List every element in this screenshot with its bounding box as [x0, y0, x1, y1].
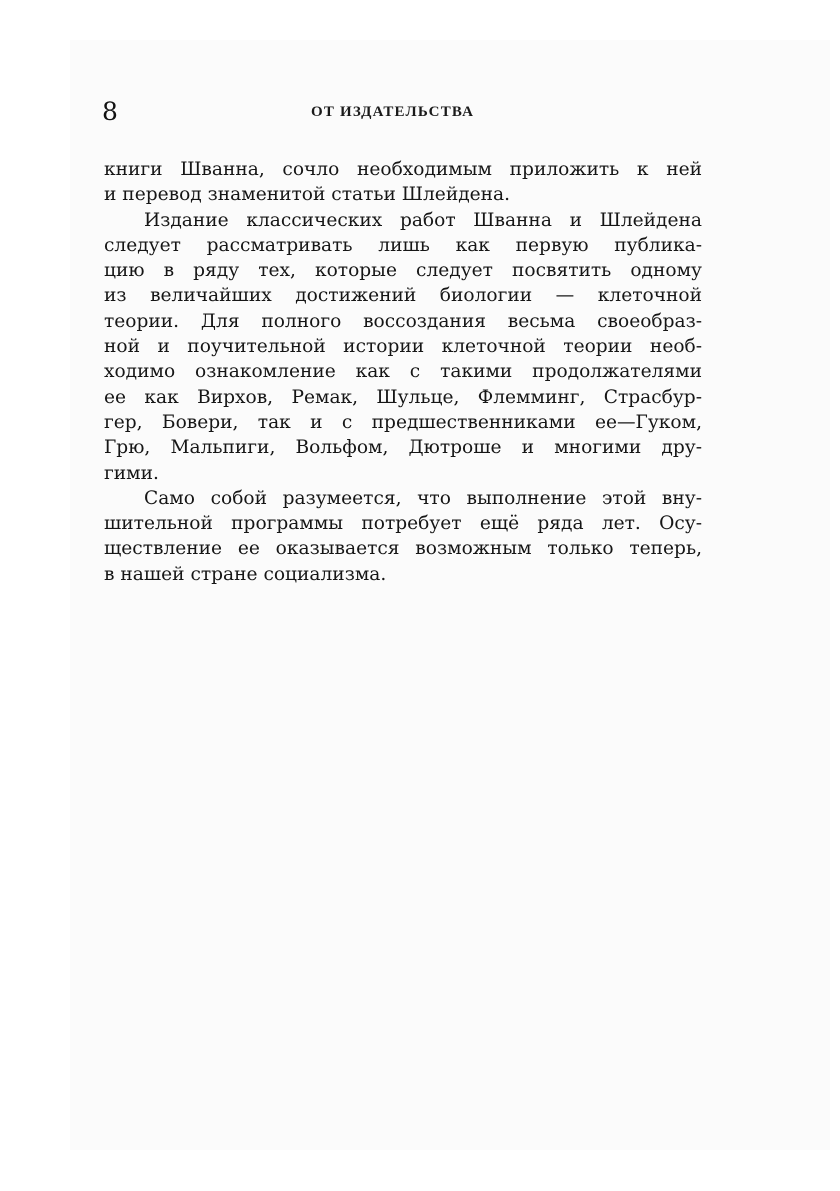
text-line: книги Шванна, сочло необходимым приложить к ней [104, 159, 702, 180]
page-number: 8 [102, 97, 118, 126]
text-line: теории. Для полного воссоздания весьма своеобраз- [104, 310, 702, 332]
text-line: следует рассматривать лишь как первую публика- [104, 234, 702, 256]
text-line: шительной программы потребует ещё ряда лет. Осу- [104, 513, 702, 535]
text-line: Издание классических работ Шванна и Шлейдена [144, 209, 702, 231]
text-line: из величайших достижений биологии — клеточной [104, 285, 702, 307]
text-line: ее как Вирхов, Ремак, Шульце, Флемминг, Страсбур- [104, 386, 702, 408]
running-title: ОТ ИЗДАТЕЛЬСТВА [311, 104, 475, 120]
text-line: гер, Бовери, так и с предшественниками ее—Гуком, [104, 411, 702, 433]
text-line: цию в ряду тех, которые следует посвятить одному [104, 260, 702, 282]
text-line: гими. [104, 462, 159, 484]
text-line: ходимо ознакомление как с такими продолжателями [104, 361, 702, 383]
text-line: и перевод знаменитой статьи Шлейдена. [104, 184, 511, 206]
text-line: ществление ее оказывается возможным только теперь, [104, 538, 702, 560]
text-line: в нашей стране социализма. [104, 563, 387, 585]
text-line: Само собой разумеется, что выполнение этой вну- [144, 487, 702, 509]
body-text [104, 157, 702, 587]
text-line: Грю, Мальпиги, Вольфом, Дютроше и многими дру- [104, 437, 702, 459]
text-line: ной и поучительной истории клеточной теории необ- [104, 336, 702, 358]
